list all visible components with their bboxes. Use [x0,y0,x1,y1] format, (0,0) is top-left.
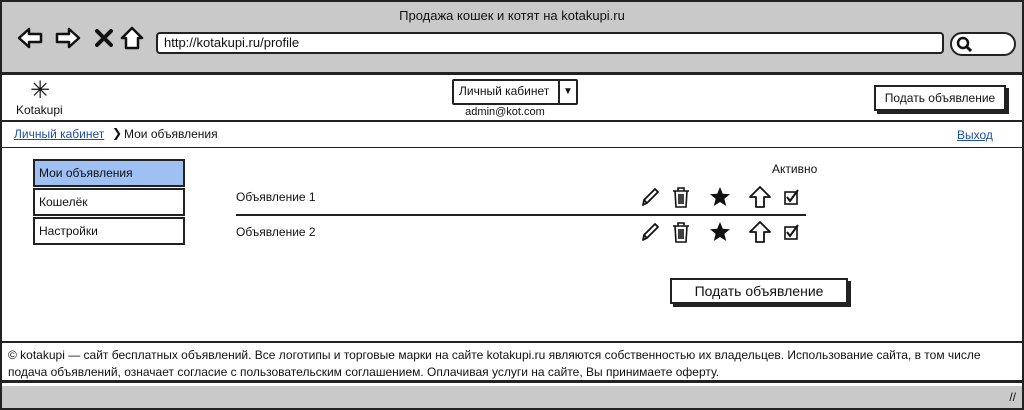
back-arrow-icon[interactable] [16,24,44,52]
cabinet-dropdown[interactable] [452,79,578,105]
browser-chrome [2,2,1022,75]
promote-up-arrow-icon[interactable] [749,221,771,243]
post-ad-button-header[interactable]: Подать объявление [874,85,1006,111]
user-email: admin@kot.com [465,106,545,118]
post-ad-button[interactable]: Подать объявление [670,278,848,304]
active-checkbox-icon[interactable] [781,221,803,243]
edit-pencil-icon[interactable] [639,186,661,208]
sidebar-item-wallet[interactable]: Кошелёк [33,188,185,216]
url-input[interactable]: http://kotakupi.ru/profile [156,32,944,54]
breadcrumb-current: Мои объявления [124,127,218,141]
edit-pencil-icon[interactable] [639,221,661,243]
listing-title: Объявление 2 [236,225,316,239]
logo-text[interactable]: Kotakupi [16,103,63,117]
favorite-star-icon[interactable] [709,186,731,208]
logout-link[interactable]: Выход [957,128,993,142]
status-bar [2,386,1022,408]
browser-search-field[interactable] [950,32,1016,56]
listing-row [236,186,806,216]
forward-arrow-icon[interactable] [54,24,82,52]
chevron-down-icon: ▼ [558,81,576,103]
close-x-icon[interactable] [90,24,118,52]
promote-up-arrow-icon[interactable] [749,186,771,208]
site-header [2,75,1022,122]
favorite-star-icon[interactable] [709,221,731,243]
search-icon [956,36,972,52]
sidebar-item-my-ads[interactable]: Мои объявления [33,159,185,187]
delete-trash-icon[interactable] [670,186,692,208]
listing-title: Объявление 1 [236,190,316,204]
active-checkbox-icon[interactable] [781,186,803,208]
footer [2,341,1022,383]
window-title: Продажа кошек и котят на kotakupi.ru [399,8,625,23]
breadcrumb [2,122,1022,148]
home-icon[interactable] [118,24,146,52]
breadcrumb-separator-icon: ❯ [112,126,123,140]
sidebar-menu [33,159,181,246]
breadcrumb-parent-link[interactable]: Личный кабинет [14,127,105,141]
delete-trash-icon[interactable] [670,221,692,243]
listing-row [236,221,806,249]
active-column-header: Активно [772,162,818,176]
logo-asterisk-icon[interactable]: ✳ [30,77,51,104]
footer-text: © kotakupi — сайт бесплатных объявлений. Все логотипы и торговые марки на сайте kotakupi.ru являются собственностью их владельцев. Использование сайта, в том числе подача объявлений, означает согласие с пользовательским соглашением. Оплачивая услуги на сайте, Вы принимаете оферту. [8,348,981,379]
resize-grip-icon[interactable]: // [1009,390,1016,404]
sidebar-item-settings[interactable]: Настройки [33,217,185,245]
cabinet-dropdown-label: Личный кабинет [459,84,550,98]
